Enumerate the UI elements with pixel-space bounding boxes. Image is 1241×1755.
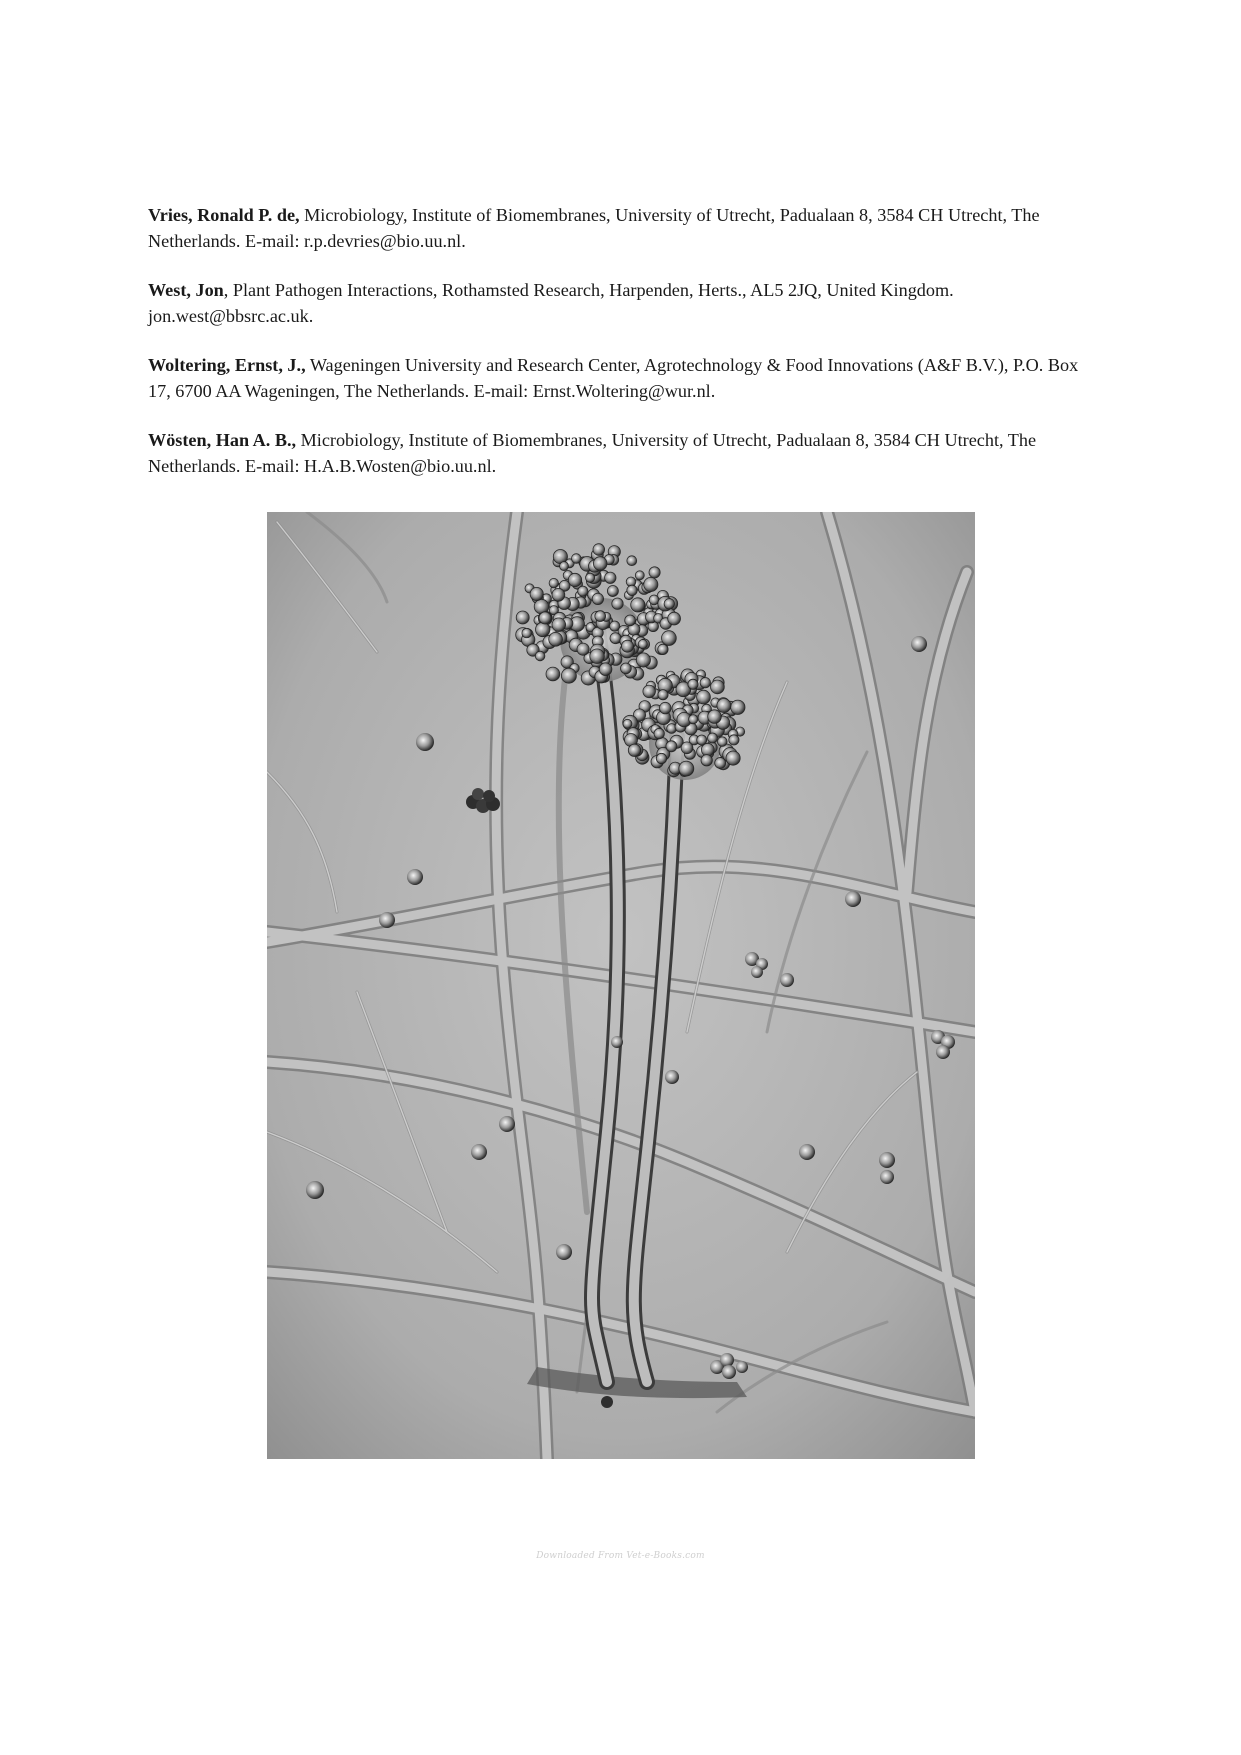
contributor-details: Wageningen University and Research Center, Agrotechnology & Food Innovations (A&F B.V.), P.O. Box 17, 6700 AA Wageningen, The Netherlands. E-mail: Ernst.Woltering@wur.nl. [148, 355, 1079, 401]
contributor-name: West, Jon [148, 280, 224, 300]
contributor-name: Wösten, Han A. B., [148, 430, 297, 450]
watermark-text: Downloaded From Vet-e-Books.com [536, 1551, 705, 1561]
contributor-list [148, 203, 1098, 503]
contributor-details: Microbiology, Institute of Biomembranes, University of Utrecht, Padualaan 8, 3584 CH Utrecht, The Netherlands. E-mail: H.A.B.Wosten@bio.uu.nl. [148, 430, 1037, 476]
contributor-details: Microbiology, Institute of Biomembranes, University of Utrecht, Padualaan 8, 3584 CH Utrecht, The Netherlands. E-mail: r.p.devries@bio.uu.nl. [148, 205, 1040, 251]
contributor-entry [148, 278, 1098, 329]
contributor-name: Vries, Ronald P. de, [148, 205, 300, 225]
contributor-details: , Plant Pathogen Interactions, Rothamsted Research, Harpenden, Herts., AL5 2JQ, United Kingdom. jon.west@bbsrc.ac.uk. [148, 280, 954, 326]
contributor-name: Woltering, Ernst, J., [148, 355, 306, 375]
contributor-entry [148, 203, 1098, 254]
contributor-entry [148, 428, 1098, 479]
micrograph-image [267, 512, 975, 1459]
contributor-entry [148, 353, 1098, 404]
